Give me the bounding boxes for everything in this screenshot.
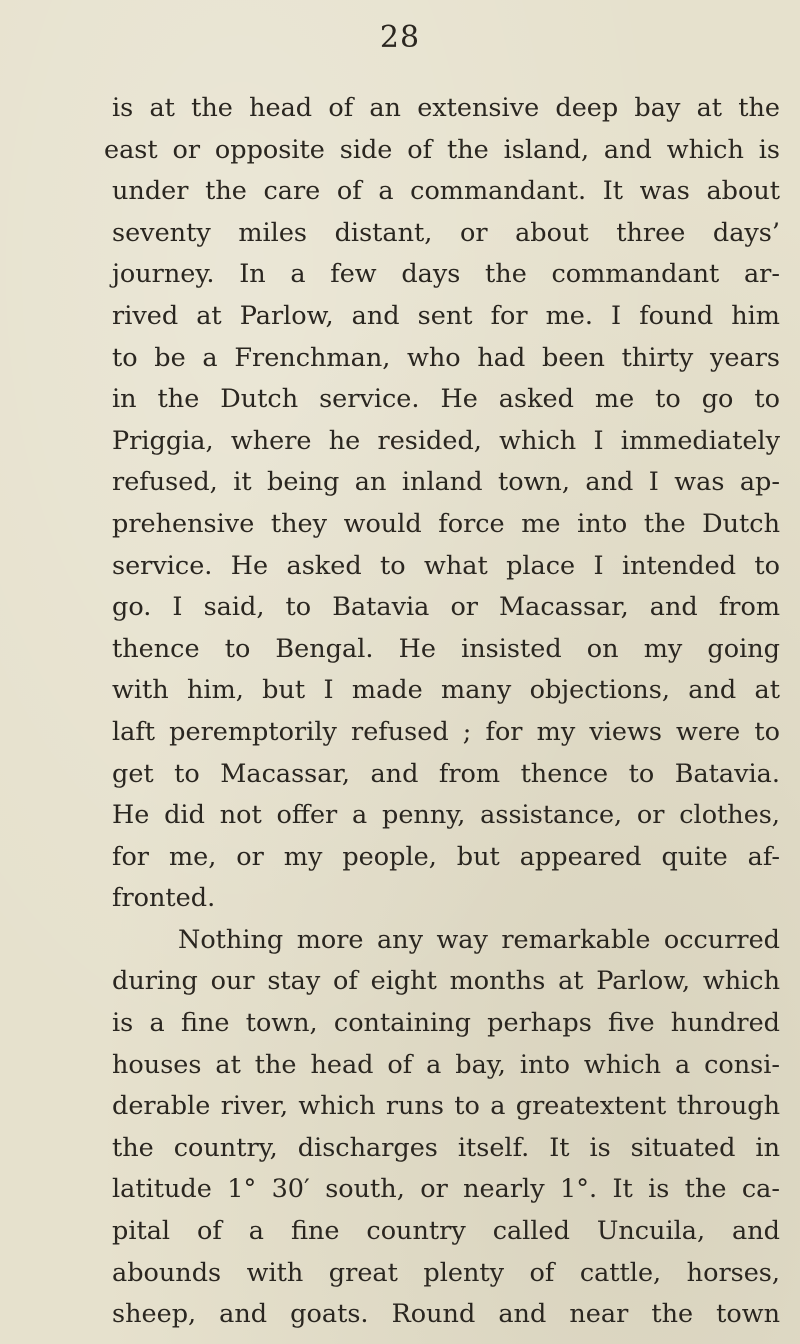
text-line: to be a Frenchman, who had been thirty years [112,342,780,373]
text-line: refused, it being an inland town, and I was ap- [112,467,780,498]
text-line: thence to Bengal. He insisted on my going [112,633,780,664]
text-line: go. I said, to Batavia or Macassar, and from [112,592,780,623]
paragraph-2 [112,920,780,1336]
text-line: is a fine town, containing perhaps five hundred [112,1008,780,1039]
paragraph-1 [104,88,780,920]
text-line: derable river, which runs to a greatextent through [112,1091,780,1122]
text-line: east or opposite side of the island, and which is [104,134,780,165]
text-line: He did not offer a penny, assistance, or clothes, [112,800,780,831]
text-line: sheep, and goats. Round and near the town [112,1299,780,1330]
text-line: journey. In a few days the commandant ar- [112,259,780,290]
body-text [104,88,780,1336]
text-line: the country, discharges itself. It is situated in [112,1132,780,1163]
text-line: during our stay of eight months at Parlow, which [112,966,780,997]
text-line: Priggia, where he resided, which I immediately [112,425,780,456]
text-line: pital of a fine country called Uncuila, and [112,1216,780,1247]
text-line: prehensive they would force me into the Dutch [112,508,780,539]
text-line: service. He asked to what place I intended to [112,550,780,581]
text-line: fronted. [112,883,216,914]
text-line: for me, or my people, but appeared quite af- [112,841,780,872]
text-line: with him, but I made many objections, and at [112,675,780,706]
text-line: laft peremptorily refused ; for my views were to [112,716,780,747]
text-line: in the Dutch service. He asked me to go to [112,384,780,415]
text-line: under the care of a commandant. It was about [112,176,780,207]
text-line: seventy miles distant, or about three days’ [112,217,780,248]
text-line: is at the head of an extensive deep bay at the [112,93,780,123]
text-line: houses at the head of a bay, into which a consi- [112,1049,780,1080]
text-line: Nothing more any way remarkable occurred [178,924,780,955]
text-line: abounds with great plenty of cattle, horses, [112,1257,780,1288]
text-line: get to Macassar, and from thence to Batavia. [112,758,780,789]
page-number: 28 [379,20,421,55]
text-line: latitude 1° 30′ south, or nearly 1°. It is the ca- [112,1174,780,1205]
text-line: rived at Parlow, and sent for me. I found him [112,300,780,331]
